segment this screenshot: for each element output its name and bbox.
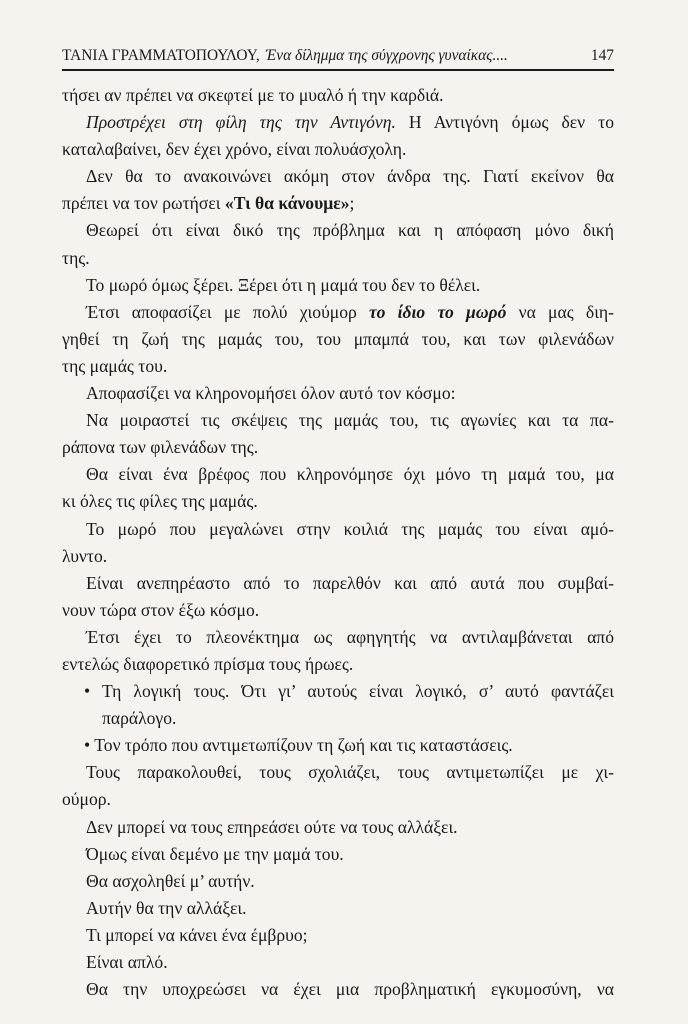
text-line: Είναι ανεπηρέαστο από το παρελθόν και από αυτά που συμβαί- xyxy=(86,572,614,593)
text-line: γηθεί τη ζωή της μαμάς του, του μπαμπά του, και των φιλενάδων xyxy=(62,328,614,349)
text-line: Το μωρό όμως ξέρει. Ξέρει ότι η μαμά του δεν το θέλει. xyxy=(86,274,481,295)
text-line xyxy=(62,299,614,326)
text-line: ράπονα των φιλενάδων της. xyxy=(62,437,259,458)
text-span: Η Αντιγόνη όμως δεν το xyxy=(395,112,614,133)
text-line: Αποφασίζει να κληρονομήσει όλον αυτό τον κόσμο: xyxy=(86,383,456,404)
header-rule xyxy=(62,69,614,71)
bold-italic-phrase: το ίδιο το μωρό xyxy=(369,301,507,322)
text-span: Έτσι αποφασίζει με πολύ χιούμορ xyxy=(86,301,370,322)
text-line: Θα ασχοληθεί μ’ αυτήν. xyxy=(86,870,255,891)
header-book-title: Ένα δίλημμα της σύγχρονης γυναίκας.... xyxy=(265,47,508,64)
text-line xyxy=(62,190,614,217)
text-line: Τους παρακολουθεί, τους σχολιάζει, τους αντιμετωπίζει με χι- xyxy=(86,762,614,783)
text-line: εντελώς διαφορετικό πρίσμα τους ήρωες. xyxy=(62,653,354,674)
bullet-item: • Τον τρόπο που αντιμετωπίζουν τη ζωή και τις καταστάσεις. xyxy=(84,735,513,756)
text-line: ούμορ. xyxy=(62,789,111,810)
text-line: Να μοιραστεί τις σκέψεις της μαμάς του, τις αγωνίες και τα πα- xyxy=(86,410,614,431)
text-span: ; xyxy=(349,193,355,214)
text-line: καταλαβαίνει, δεν έχει χρόνο, είναι πολυάσχολη. xyxy=(62,139,407,160)
text-line: της. xyxy=(62,247,90,268)
header-comma: , xyxy=(255,47,260,64)
text-line: Θεωρεί ότι είναι δικό της πρόβλημα και η απόφαση μόνο δική xyxy=(86,220,614,241)
text-line: λυντο. xyxy=(62,545,108,566)
text-line: Όμως είναι δεμένο με την μαμά του. xyxy=(86,843,344,864)
bullet-item: • Τη λογική τους. Ότι γι’ αυτούς είναι λογικό, σ’ αυτό φαντάζει xyxy=(84,681,614,702)
text-line: κι όλες τις φίλες της μαμάς. xyxy=(62,491,258,512)
text-line: Τι μπορεί να κάνει ένα έμβρυο; xyxy=(86,924,308,945)
text-line: Θα είναι ένα βρέφος που κληρονόμησε όχι μόνο τη μαμά του, μα xyxy=(86,464,614,485)
text-line: της μαμάς του. xyxy=(62,355,168,376)
text-span: να μας διη- xyxy=(506,301,614,322)
text-line xyxy=(62,109,614,136)
text-span: πρέπει να τον ρωτήσει xyxy=(62,193,225,214)
bullet-item-continuation: παράλογο. xyxy=(102,708,177,729)
running-header xyxy=(62,45,614,69)
text-line: Έτσι έχει το πλεονέκτημα ως αφηγητής να αντιλαμβάνεται από xyxy=(86,626,614,647)
body-text xyxy=(62,82,614,1003)
page-number: 147 xyxy=(590,47,614,64)
italic-phrase: Προστρέχει στη φίλη της την Αντιγόνη. xyxy=(86,112,396,133)
text-line: νουν τώρα στον έξω κόσμο. xyxy=(62,599,260,620)
text-line: Είναι απλό. xyxy=(86,952,168,972)
text-line: Το μωρό που μεγαλώνει στην κοιλιά της μαμάς του είναι αμό- xyxy=(86,518,614,539)
text-line: Θα την υποχρεώσει να έχει μια προβληματική εγκυμοσύνη, να xyxy=(86,979,614,1000)
text-line: Αυτήν θα την αλλάξει. xyxy=(86,897,247,918)
bold-question: «Τι θα κάνουμε» xyxy=(224,193,350,214)
text-line: Δεν θα το ανακοινώνει ακόμη στον άνδρα της. Γιατί εκείνον θα xyxy=(86,166,614,187)
text-line: Δεν μπορεί να τους επηρεάσει ούτε να τους αλλάξει. xyxy=(86,816,458,837)
text-line: τήσει αν πρέπει να σκεφτεί με το μυαλό ή την καρδιά. xyxy=(62,85,444,105)
header-author: ΤΑΝΙΑ ΓΡΑΜΜΑΤΟΠΟΥΛΟΥ xyxy=(62,47,256,64)
